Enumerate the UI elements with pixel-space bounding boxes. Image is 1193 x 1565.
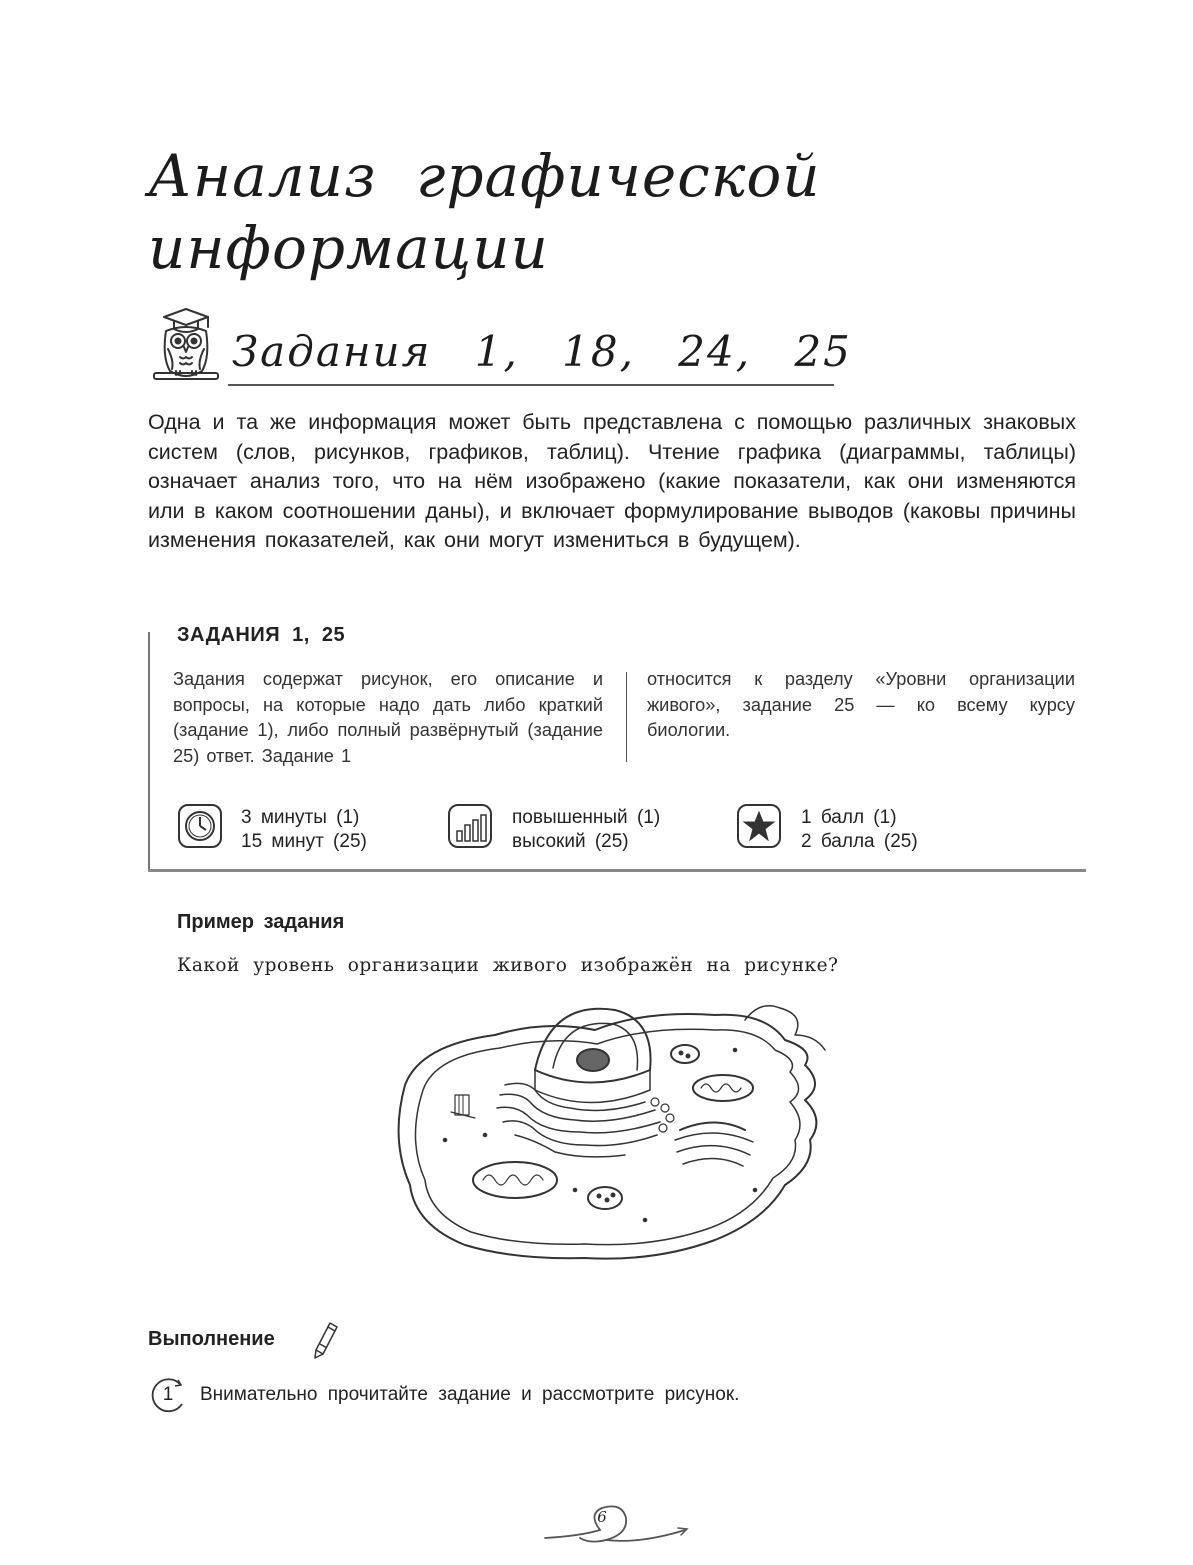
tasks-box-title: ЗАДАНИЯ 1, 25 [177, 624, 346, 646]
step-text: Внимательно прочитайте задание и рассмотрите рисунок. [200, 1384, 740, 1405]
tasks-box-right-text: относится к разделу «Уровни организации живого», задание 25 — ко всему курсу биологии. [647, 669, 1075, 740]
difficulty-line2: высокий (25) [512, 831, 629, 852]
pencil-icon [312, 1320, 340, 1360]
tasks-box-left-text: Задания содержат рисунок, его описание и вопросы, на которые надо дать либо краткий (задание 1), либо полный развёрнутый (задание 25) ответ. Задание 1 [173, 669, 603, 766]
time-line1: 3 минуты (1) [241, 807, 360, 828]
difficulty-info [512, 806, 660, 854]
bar-chart-icon [447, 803, 493, 849]
column-divider [626, 672, 627, 762]
points-info [801, 806, 918, 854]
section-underline [228, 384, 834, 386]
difficulty-line1: повышенный (1) [512, 807, 661, 828]
star-icon [736, 803, 782, 849]
points-line2: 2 балла (25) [801, 831, 918, 852]
points-line1: 1 балл (1) [801, 807, 897, 828]
section-heading: Задания 1, 18, 24, 25 [232, 327, 852, 376]
owl-icon [150, 305, 222, 387]
time-info [241, 806, 367, 854]
page-title [148, 140, 1048, 284]
step-number: 1 [162, 1384, 174, 1405]
page-title-line2: информации [148, 214, 549, 282]
execution-title: Выполнение [148, 1328, 275, 1350]
example-question: Какой уровень организации живого изображён на рисунке? [177, 955, 839, 976]
page-title-line1: Анализ графической [148, 142, 821, 210]
intro-paragraph: Одна и та же информация может быть представлена с помощью различных знаковых систем (слов, рисунков, графиков, таблиц). Чтение графика (диаграммы, таблицы) означает анализ того, что на нём изображено (какие показатели, как они изменяются или в каком соотношении даны), и включает формулирование выводов (каковы причины изменения показателей, как они могут измениться в будущем). [148, 410, 1076, 552]
animal-cell-illustration [385, 990, 835, 1270]
page-number: 6 [597, 1508, 607, 1526]
tasks-box-border-bottom [148, 869, 1086, 872]
page-number-ornament [540, 1500, 700, 1550]
tasks-box-border-left [148, 632, 150, 870]
example-title: Пример задания [177, 911, 345, 933]
clock-icon [177, 803, 223, 849]
time-line2: 15 минут (25) [241, 831, 367, 852]
